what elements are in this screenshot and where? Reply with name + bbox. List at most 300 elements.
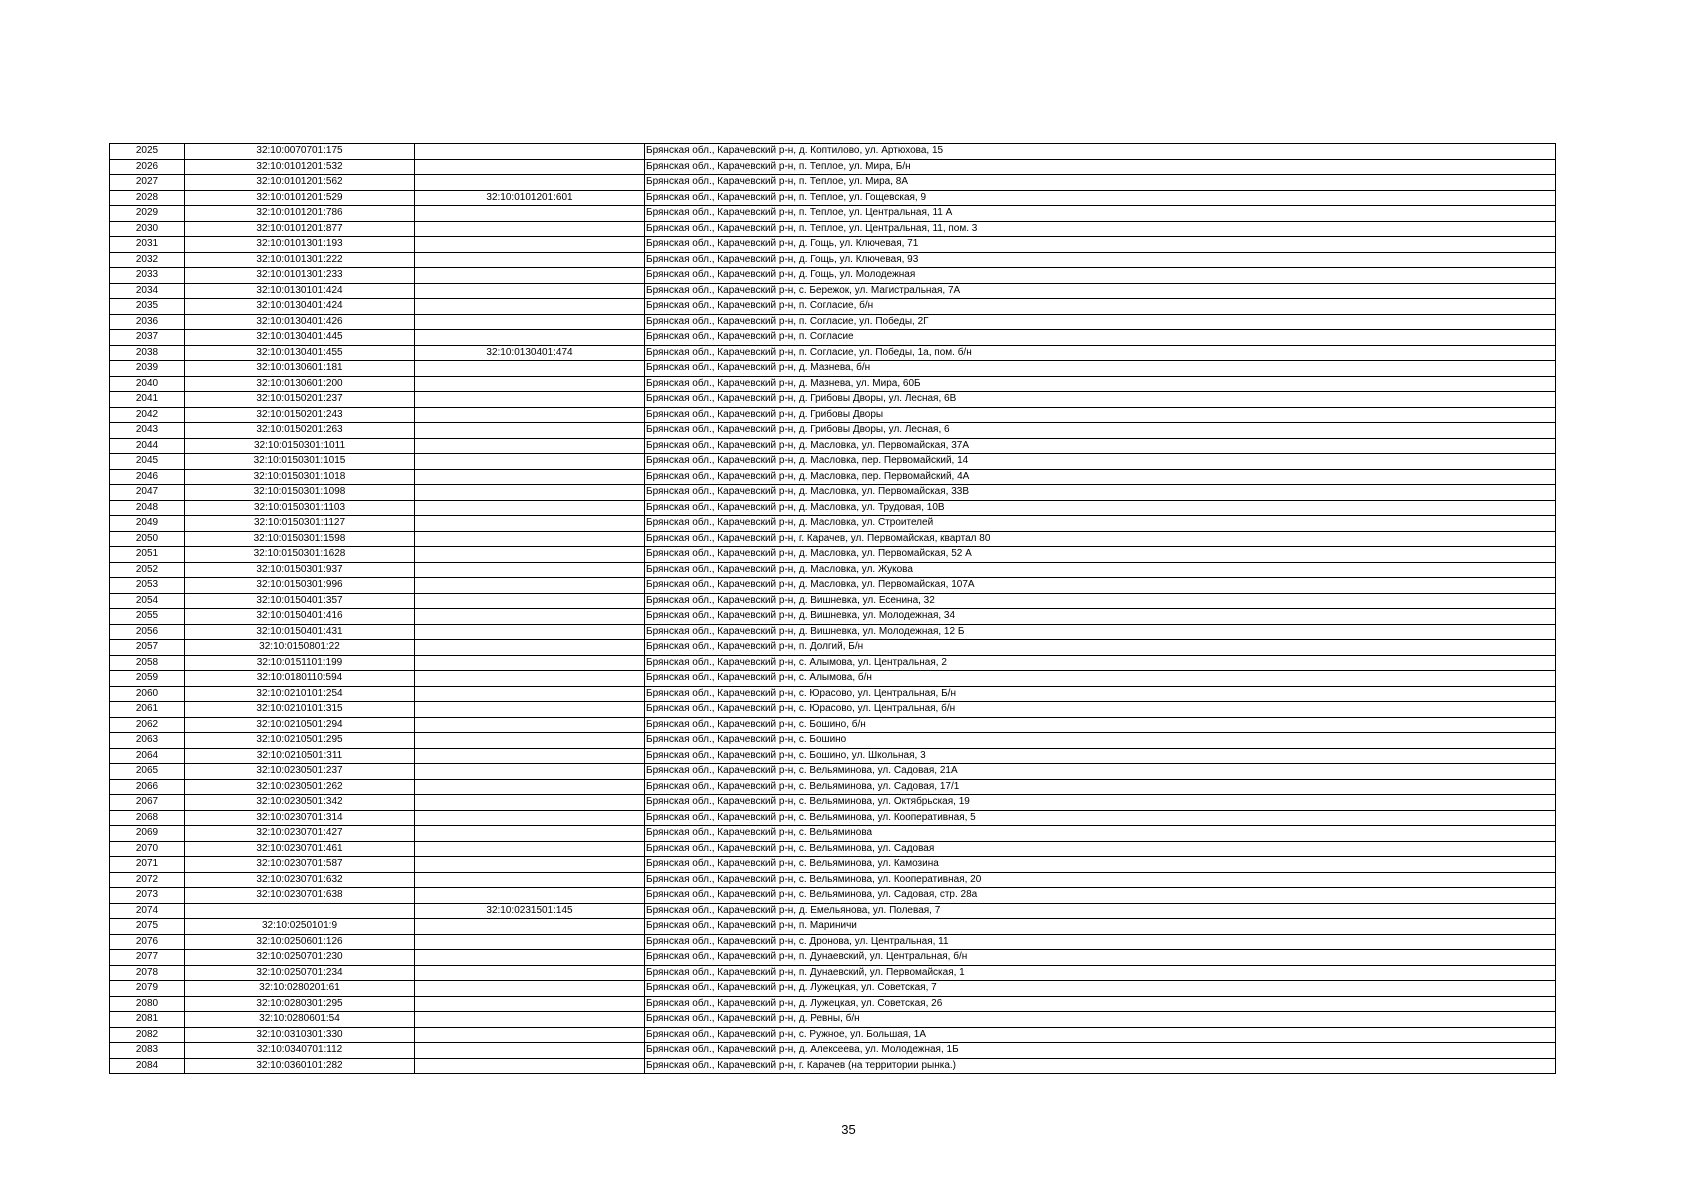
row-number-cell: 2076 — [110, 934, 185, 950]
parent-cadastral-number-cell: 32:10:0231501:145 — [415, 903, 645, 919]
parent-cadastral-number-cell: 32:10:0101201:601 — [415, 190, 645, 206]
row-number-cell: 2044 — [110, 438, 185, 454]
row-number-cell: 2043 — [110, 423, 185, 439]
parent-cadastral-number-cell — [415, 1027, 645, 1043]
address-cell: Брянская обл., Карачевский р-н, д. Емельянова, ул. Полевая, 7 — [645, 903, 1556, 919]
cadastral-number-cell: 32:10:0150301:1103 — [185, 500, 415, 516]
row-number-cell: 2083 — [110, 1043, 185, 1059]
parent-cadastral-number-cell — [415, 686, 645, 702]
row-number-cell: 2027 — [110, 175, 185, 191]
parent-cadastral-number-cell — [415, 996, 645, 1012]
cadastral-number-cell: 32:10:0150401:431 — [185, 624, 415, 640]
cadastral-number-cell: 32:10:0230701:314 — [185, 810, 415, 826]
parent-cadastral-number-cell — [415, 376, 645, 392]
parent-cadastral-number-cell — [415, 407, 645, 423]
parent-cadastral-number-cell — [415, 655, 645, 671]
table-row — [110, 826, 1556, 842]
cadastral-number-cell: 32:10:0210501:295 — [185, 733, 415, 749]
row-number-cell: 2071 — [110, 857, 185, 873]
table-row — [110, 965, 1556, 981]
cadastral-number-cell: 32:10:0230501:342 — [185, 795, 415, 811]
parent-cadastral-number-cell — [415, 330, 645, 346]
cadastral-number-cell: 32:10:0151101:199 — [185, 655, 415, 671]
address-cell: Брянская обл., Карачевский р-н, с. Вельяминова, ул. Садовая, стр. 28а — [645, 888, 1556, 904]
page-number: 35 — [841, 1122, 856, 1137]
parent-cadastral-number-cell — [415, 609, 645, 625]
cadastral-number-cell: 32:10:0250701:234 — [185, 965, 415, 981]
table-row — [110, 950, 1556, 966]
cadastral-number-cell: 32:10:0130601:200 — [185, 376, 415, 392]
row-number-cell: 2081 — [110, 1012, 185, 1028]
row-number-cell: 2035 — [110, 299, 185, 315]
address-cell: Брянская обл., Карачевский р-н, с. Вельяминова, ул. Кооперативная, 5 — [645, 810, 1556, 826]
address-cell: Брянская обл., Карачевский р-н, д. Вишневка, ул. Есенина, 32 — [645, 593, 1556, 609]
parent-cadastral-number-cell — [415, 965, 645, 981]
address-cell: Брянская обл., Карачевский р-н, д. Гощь, ул. Ключевая, 93 — [645, 252, 1556, 268]
parent-cadastral-number-cell — [415, 826, 645, 842]
address-cell: Брянская обл., Карачевский р-н, с. Вельяминова — [645, 826, 1556, 842]
cadastral-number-cell: 32:10:0130401:455 — [185, 345, 415, 361]
address-cell: Брянская обл., Карачевский р-н, с. Вельяминова, ул. Кооперативная, 20 — [645, 872, 1556, 888]
row-number-cell: 2070 — [110, 841, 185, 857]
table-row — [110, 485, 1556, 501]
parent-cadastral-number-cell — [415, 392, 645, 408]
row-number-cell: 2052 — [110, 562, 185, 578]
parent-cadastral-number-cell — [415, 314, 645, 330]
address-cell: Брянская обл., Карачевский р-н, п. Теплое, ул. Центральная, 11, пом. 3 — [645, 221, 1556, 237]
table-row — [110, 981, 1556, 997]
parent-cadastral-number-cell — [415, 237, 645, 253]
address-cell: Брянская обл., Карачевский р-н, п. Согласие — [645, 330, 1556, 346]
table-row — [110, 578, 1556, 594]
row-number-cell: 2039 — [110, 361, 185, 377]
cadastral-number-cell: 32:10:0310301:330 — [185, 1027, 415, 1043]
table-row — [110, 438, 1556, 454]
row-number-cell: 2082 — [110, 1027, 185, 1043]
table-row — [110, 903, 1556, 919]
row-number-cell: 2057 — [110, 640, 185, 656]
address-cell: Брянская обл., Карачевский р-н, с. Вельяминова, ул. Садовая, 17/1 — [645, 779, 1556, 795]
table-row — [110, 795, 1556, 811]
parent-cadastral-number-cell — [415, 175, 645, 191]
parent-cadastral-number-cell — [415, 578, 645, 594]
cadastral-number-cell: 32:10:0250601:126 — [185, 934, 415, 950]
row-number-cell: 2063 — [110, 733, 185, 749]
table-row — [110, 1058, 1556, 1074]
parent-cadastral-number-cell — [415, 888, 645, 904]
row-number-cell: 2025 — [110, 144, 185, 160]
address-cell: Брянская обл., Карачевский р-н, с. Бережок, ул. Магистральная, 7А — [645, 283, 1556, 299]
address-cell: Брянская обл., Карачевский р-н, д. Масловка, ул. Первомайская, 107А — [645, 578, 1556, 594]
row-number-cell: 2065 — [110, 764, 185, 780]
parent-cadastral-number-cell: 32:10:0130401:474 — [415, 345, 645, 361]
address-cell: Брянская обл., Карачевский р-н, д. Лужецкая, ул. Советская, 7 — [645, 981, 1556, 997]
table-row — [110, 888, 1556, 904]
address-cell: Брянская обл., Карачевский р-н, д. Ревны, б/н — [645, 1012, 1556, 1028]
cadastral-number-cell: 32:10:0150301:1011 — [185, 438, 415, 454]
address-cell: Брянская обл., Карачевский р-н, д. Грибовы Дворы, ул. Лесная, 6 — [645, 423, 1556, 439]
address-cell: Брянская обл., Карачевский р-н, д. Грибовы Дворы — [645, 407, 1556, 423]
table-row — [110, 407, 1556, 423]
cadastral-number-cell: 32:10:0150801:22 — [185, 640, 415, 656]
table-row — [110, 144, 1556, 160]
address-cell: Брянская обл., Карачевский р-н, д. Гощь, ул. Молодежная — [645, 268, 1556, 284]
address-cell: Брянская обл., Карачевский р-н, п. Дунаевский, ул. Первомайская, 1 — [645, 965, 1556, 981]
address-cell: Брянская обл., Карачевский р-н, п. Мариничи — [645, 919, 1556, 935]
row-number-cell: 2059 — [110, 671, 185, 687]
row-number-cell: 2030 — [110, 221, 185, 237]
row-number-cell: 2047 — [110, 485, 185, 501]
parent-cadastral-number-cell — [415, 872, 645, 888]
table-row — [110, 1043, 1556, 1059]
cadastral-number-cell: 32:10:0360101:282 — [185, 1058, 415, 1074]
row-number-cell: 2061 — [110, 702, 185, 718]
parent-cadastral-number-cell — [415, 640, 645, 656]
address-cell: Брянская обл., Карачевский р-н, д. Вишневка, ул. Молодежная, 12 Б — [645, 624, 1556, 640]
address-cell: Брянская обл., Карачевский р-н, д. Масловка, ул. Первомайская, 33В — [645, 485, 1556, 501]
cadastral-number-cell: 32:10:0210101:254 — [185, 686, 415, 702]
parent-cadastral-number-cell — [415, 841, 645, 857]
table-row — [110, 857, 1556, 873]
row-number-cell: 2054 — [110, 593, 185, 609]
table-row — [110, 934, 1556, 950]
cadastral-number-cell: 32:10:0150401:416 — [185, 609, 415, 625]
row-number-cell: 2067 — [110, 795, 185, 811]
table-row — [110, 423, 1556, 439]
table-row — [110, 1012, 1556, 1028]
cadastral-number-cell: 32:10:0130401:424 — [185, 299, 415, 315]
table-row — [110, 252, 1556, 268]
parent-cadastral-number-cell — [415, 485, 645, 501]
cadastral-number-cell: 32:10:0150301:996 — [185, 578, 415, 594]
address-cell: Брянская обл., Карачевский р-н, г. Карачев, ул. Первомайская, квартал 80 — [645, 531, 1556, 547]
row-number-cell: 2066 — [110, 779, 185, 795]
address-cell: Брянская обл., Карачевский р-н, с. Вельяминова, ул. Камозина — [645, 857, 1556, 873]
address-cell: Брянская обл., Карачевский р-н, д. Гощь, ул. Ключевая, 71 — [645, 237, 1556, 253]
cadastral-number-cell: 32:10:0130101:424 — [185, 283, 415, 299]
cadastral-number-cell: 32:10:0101301:233 — [185, 268, 415, 284]
row-number-cell: 2045 — [110, 454, 185, 470]
table-row — [110, 996, 1556, 1012]
address-cell: Брянская обл., Карачевский р-н, с. Ружное, ул. Большая, 1А — [645, 1027, 1556, 1043]
parent-cadastral-number-cell — [415, 500, 645, 516]
address-cell: Брянская обл., Карачевский р-н, д. Коптилово, ул. Артюхова, 15 — [645, 144, 1556, 160]
table-row — [110, 516, 1556, 532]
cadastral-number-cell: 32:10:0101201:529 — [185, 190, 415, 206]
parent-cadastral-number-cell — [415, 717, 645, 733]
row-number-cell: 2038 — [110, 345, 185, 361]
parent-cadastral-number-cell — [415, 593, 645, 609]
table-row — [110, 175, 1556, 191]
cadastral-number-cell: 32:10:0230701:461 — [185, 841, 415, 857]
cadastral-number-cell: 32:10:0150301:1098 — [185, 485, 415, 501]
cadastral-number-cell: 32:10:0150401:357 — [185, 593, 415, 609]
row-number-cell: 2062 — [110, 717, 185, 733]
cadastral-number-cell: 32:10:0210101:315 — [185, 702, 415, 718]
row-number-cell: 2042 — [110, 407, 185, 423]
row-number-cell: 2068 — [110, 810, 185, 826]
table-row — [110, 717, 1556, 733]
cadastral-number-cell: 32:10:0230501:237 — [185, 764, 415, 780]
cadastral-number-cell: 32:10:0150201:263 — [185, 423, 415, 439]
parent-cadastral-number-cell — [415, 733, 645, 749]
cadastral-number-cell: 32:10:0280201:61 — [185, 981, 415, 997]
row-number-cell: 2053 — [110, 578, 185, 594]
table-row — [110, 500, 1556, 516]
cadastral-number-cell: 32:10:0130401:426 — [185, 314, 415, 330]
parent-cadastral-number-cell — [415, 144, 645, 160]
row-number-cell: 2055 — [110, 609, 185, 625]
table-row — [110, 330, 1556, 346]
address-cell: Брянская обл., Карачевский р-н, г. Карачев (на территории рынка.) — [645, 1058, 1556, 1074]
cadastral-number-cell: 32:10:0101301:222 — [185, 252, 415, 268]
table-row — [110, 624, 1556, 640]
parent-cadastral-number-cell — [415, 361, 645, 377]
table-row — [110, 872, 1556, 888]
address-cell: Брянская обл., Карачевский р-н, д. Масловка, ул. Первомайская, 37А — [645, 438, 1556, 454]
cadastral-number-cell: 32:10:0180110:594 — [185, 671, 415, 687]
row-number-cell: 2060 — [110, 686, 185, 702]
parent-cadastral-number-cell — [415, 469, 645, 485]
address-cell: Брянская обл., Карачевский р-н, с. Бошино, б/н — [645, 717, 1556, 733]
row-number-cell: 2051 — [110, 547, 185, 563]
cadastral-number-cell: 32:10:0230501:262 — [185, 779, 415, 795]
address-cell: Брянская обл., Карачевский р-н, д. Масловка, ул. Первомайская, 52 А — [645, 547, 1556, 563]
table-row — [110, 221, 1556, 237]
row-number-cell: 2069 — [110, 826, 185, 842]
table-row — [110, 268, 1556, 284]
table-row — [110, 190, 1556, 206]
parent-cadastral-number-cell — [415, 283, 645, 299]
parent-cadastral-number-cell — [415, 438, 645, 454]
address-cell: Брянская обл., Карачевский р-н, п. Теплое, ул. Мира, 8А — [645, 175, 1556, 191]
address-cell: Брянская обл., Карачевский р-н, д. Мазнева, ул. Мира, 60Б — [645, 376, 1556, 392]
cadastral-number-cell: 32:10:0210501:311 — [185, 748, 415, 764]
row-number-cell: 2064 — [110, 748, 185, 764]
cadastral-number-cell: 32:10:0101201:877 — [185, 221, 415, 237]
address-cell: Брянская обл., Карачевский р-н, с. Дронова, ул. Центральная, 11 — [645, 934, 1556, 950]
table-row — [110, 919, 1556, 935]
parent-cadastral-number-cell — [415, 531, 645, 547]
cadastral-number-cell — [185, 903, 415, 919]
parent-cadastral-number-cell — [415, 950, 645, 966]
cadastral-number-cell: 32:10:0250701:230 — [185, 950, 415, 966]
cadastral-number-cell: 32:10:0150201:237 — [185, 392, 415, 408]
row-number-cell: 2033 — [110, 268, 185, 284]
address-cell: Брянская обл., Карачевский р-н, п. Долгий, Б/н — [645, 640, 1556, 656]
parent-cadastral-number-cell — [415, 562, 645, 578]
parent-cadastral-number-cell — [415, 748, 645, 764]
address-cell: Брянская обл., Карачевский р-н, д. Грибовы Дворы, ул. Лесная, 6В — [645, 392, 1556, 408]
table-row — [110, 283, 1556, 299]
table-row — [110, 345, 1556, 361]
row-number-cell: 2079 — [110, 981, 185, 997]
table-row — [110, 1027, 1556, 1043]
row-number-cell: 2029 — [110, 206, 185, 222]
cadastral-number-cell: 32:10:0230701:632 — [185, 872, 415, 888]
table-row — [110, 702, 1556, 718]
registry-body — [110, 144, 1556, 1074]
cadastral-number-cell: 32:10:0150201:243 — [185, 407, 415, 423]
row-number-cell: 2080 — [110, 996, 185, 1012]
row-number-cell: 2049 — [110, 516, 185, 532]
parent-cadastral-number-cell — [415, 779, 645, 795]
row-number-cell: 2078 — [110, 965, 185, 981]
address-cell: Брянская обл., Карачевский р-н, с. Алымова, б/н — [645, 671, 1556, 687]
address-cell: Брянская обл., Карачевский р-н, с. Бошино, ул. Школьная, 3 — [645, 748, 1556, 764]
parent-cadastral-number-cell — [415, 981, 645, 997]
cadastral-number-cell: 32:10:0340701:112 — [185, 1043, 415, 1059]
table-row — [110, 841, 1556, 857]
cadastral-number-cell: 32:10:0210501:294 — [185, 717, 415, 733]
table-row — [110, 314, 1556, 330]
table-row — [110, 655, 1556, 671]
parent-cadastral-number-cell — [415, 454, 645, 470]
table-row — [110, 593, 1556, 609]
table-row — [110, 392, 1556, 408]
address-cell: Брянская обл., Карачевский р-н, с. Вельяминова, ул. Садовая, 21А — [645, 764, 1556, 780]
cadastral-number-cell: 32:10:0130601:181 — [185, 361, 415, 377]
address-cell: Брянская обл., Карачевский р-н, д. Лужецкая, ул. Советская, 26 — [645, 996, 1556, 1012]
parent-cadastral-number-cell — [415, 206, 645, 222]
address-cell: Брянская обл., Карачевский р-н, с. Вельяминова, ул. Садовая — [645, 841, 1556, 857]
address-cell: Брянская обл., Карачевский р-н, с. Вельяминова, ул. Октябрьская, 19 — [645, 795, 1556, 811]
cadastral-number-cell: 32:10:0250101:9 — [185, 919, 415, 935]
cadastral-number-cell: 32:10:0150301:1598 — [185, 531, 415, 547]
address-cell: Брянская обл., Карачевский р-н, п. Согласие, б/н — [645, 299, 1556, 315]
row-number-cell: 2036 — [110, 314, 185, 330]
address-cell: Брянская обл., Карачевский р-н, п. Дунаевский, ул. Центральная, б/н — [645, 950, 1556, 966]
row-number-cell: 2074 — [110, 903, 185, 919]
address-cell: Брянская обл., Карачевский р-н, д. Масловка, ул. Строителей — [645, 516, 1556, 532]
parent-cadastral-number-cell — [415, 919, 645, 935]
parent-cadastral-number-cell — [415, 857, 645, 873]
row-number-cell: 2041 — [110, 392, 185, 408]
row-number-cell: 2056 — [110, 624, 185, 640]
row-number-cell: 2077 — [110, 950, 185, 966]
cadastral-number-cell: 32:10:0130401:445 — [185, 330, 415, 346]
parent-cadastral-number-cell — [415, 934, 645, 950]
row-number-cell: 2084 — [110, 1058, 185, 1074]
cadastral-number-cell: 32:10:0280601:54 — [185, 1012, 415, 1028]
table-row — [110, 640, 1556, 656]
table-row — [110, 671, 1556, 687]
parent-cadastral-number-cell — [415, 764, 645, 780]
cadastral-number-cell: 32:10:0101201:532 — [185, 159, 415, 175]
address-cell: Брянская обл., Карачевский р-н, д. Мазнева, б/н — [645, 361, 1556, 377]
table-row — [110, 733, 1556, 749]
row-number-cell: 2040 — [110, 376, 185, 392]
table-row — [110, 609, 1556, 625]
table-row — [110, 469, 1556, 485]
cadastral-number-cell: 32:10:0150301:937 — [185, 562, 415, 578]
row-number-cell: 2034 — [110, 283, 185, 299]
parent-cadastral-number-cell — [415, 1058, 645, 1074]
address-cell: Брянская обл., Карачевский р-н, п. Теплое, ул. Гощевская, 9 — [645, 190, 1556, 206]
row-number-cell: 2028 — [110, 190, 185, 206]
parent-cadastral-number-cell — [415, 1012, 645, 1028]
table-row — [110, 237, 1556, 253]
cadastral-number-cell: 32:10:0101301:193 — [185, 237, 415, 253]
table-row — [110, 779, 1556, 795]
address-cell: Брянская обл., Карачевский р-н, с. Юрасово, ул. Центральная, Б/н — [645, 686, 1556, 702]
address-cell: Брянская обл., Карачевский р-н, д. Масловка, ул. Трудовая, 10В — [645, 500, 1556, 516]
cadastral-number-cell: 32:10:0101201:786 — [185, 206, 415, 222]
row-number-cell: 2050 — [110, 531, 185, 547]
address-cell: Брянская обл., Карачевский р-н, п. Теплое, ул. Мира, Б/н — [645, 159, 1556, 175]
address-cell: Брянская обл., Карачевский р-н, с. Юрасово, ул. Центральная, б/н — [645, 702, 1556, 718]
table-row — [110, 764, 1556, 780]
parent-cadastral-number-cell — [415, 221, 645, 237]
address-cell: Брянская обл., Карачевский р-н, д. Масловка, пер. Первомайский, 14 — [645, 454, 1556, 470]
address-cell: Брянская обл., Карачевский р-н, п. Согласие, ул. Победы, 2Г — [645, 314, 1556, 330]
cadastral-number-cell: 32:10:0230701:427 — [185, 826, 415, 842]
address-cell: Брянская обл., Карачевский р-н, п. Согласие, ул. Победы, 1а, пом. б/н — [645, 345, 1556, 361]
table-row — [110, 159, 1556, 175]
cadastral-number-cell: 32:10:0230701:587 — [185, 857, 415, 873]
parent-cadastral-number-cell — [415, 671, 645, 687]
parent-cadastral-number-cell — [415, 268, 645, 284]
parent-cadastral-number-cell — [415, 624, 645, 640]
parent-cadastral-number-cell — [415, 159, 645, 175]
parent-cadastral-number-cell — [415, 299, 645, 315]
address-cell: Брянская обл., Карачевский р-н, д. Вишневка, ул. Молодежная, 34 — [645, 609, 1556, 625]
cadastral-number-cell: 32:10:0150301:1628 — [185, 547, 415, 563]
table-row — [110, 454, 1556, 470]
cadastral-number-cell: 32:10:0101201:562 — [185, 175, 415, 191]
cadastral-number-cell: 32:10:0070701:175 — [185, 144, 415, 160]
row-number-cell: 2046 — [110, 469, 185, 485]
row-number-cell: 2072 — [110, 872, 185, 888]
address-cell: Брянская обл., Карачевский р-н, д. Масловка, ул. Жукова — [645, 562, 1556, 578]
row-number-cell: 2026 — [110, 159, 185, 175]
registry-table — [109, 143, 1556, 1074]
parent-cadastral-number-cell — [415, 516, 645, 532]
table-row — [110, 531, 1556, 547]
address-cell: Брянская обл., Карачевский р-н, д. Масловка, пер. Первомайский, 4А — [645, 469, 1556, 485]
table-row — [110, 810, 1556, 826]
parent-cadastral-number-cell — [415, 252, 645, 268]
parent-cadastral-number-cell — [415, 795, 645, 811]
row-number-cell: 2073 — [110, 888, 185, 904]
row-number-cell: 2037 — [110, 330, 185, 346]
table-row — [110, 686, 1556, 702]
parent-cadastral-number-cell — [415, 547, 645, 563]
address-cell: Брянская обл., Карачевский р-н, п. Теплое, ул. Центральная, 11 А — [645, 206, 1556, 222]
address-cell: Брянская обл., Карачевский р-н, д. Алексеева, ул. Молодежная, 1Б — [645, 1043, 1556, 1059]
table-row — [110, 206, 1556, 222]
row-number-cell: 2031 — [110, 237, 185, 253]
table-row — [110, 376, 1556, 392]
cadastral-number-cell: 32:10:0230701:638 — [185, 888, 415, 904]
address-cell: Брянская обл., Карачевский р-н, с. Бошино — [645, 733, 1556, 749]
cadastral-number-cell: 32:10:0280301:295 — [185, 996, 415, 1012]
cadastral-number-cell: 32:10:0150301:1018 — [185, 469, 415, 485]
parent-cadastral-number-cell — [415, 810, 645, 826]
row-number-cell: 2075 — [110, 919, 185, 935]
cadastral-number-cell: 32:10:0150301:1127 — [185, 516, 415, 532]
row-number-cell: 2058 — [110, 655, 185, 671]
table-row — [110, 361, 1556, 377]
table-row — [110, 299, 1556, 315]
row-number-cell: 2032 — [110, 252, 185, 268]
parent-cadastral-number-cell — [415, 1043, 645, 1059]
table-row — [110, 547, 1556, 563]
address-cell: Брянская обл., Карачевский р-н, с. Алымова, ул. Центральная, 2 — [645, 655, 1556, 671]
table-row — [110, 562, 1556, 578]
parent-cadastral-number-cell — [415, 702, 645, 718]
parent-cadastral-number-cell — [415, 423, 645, 439]
